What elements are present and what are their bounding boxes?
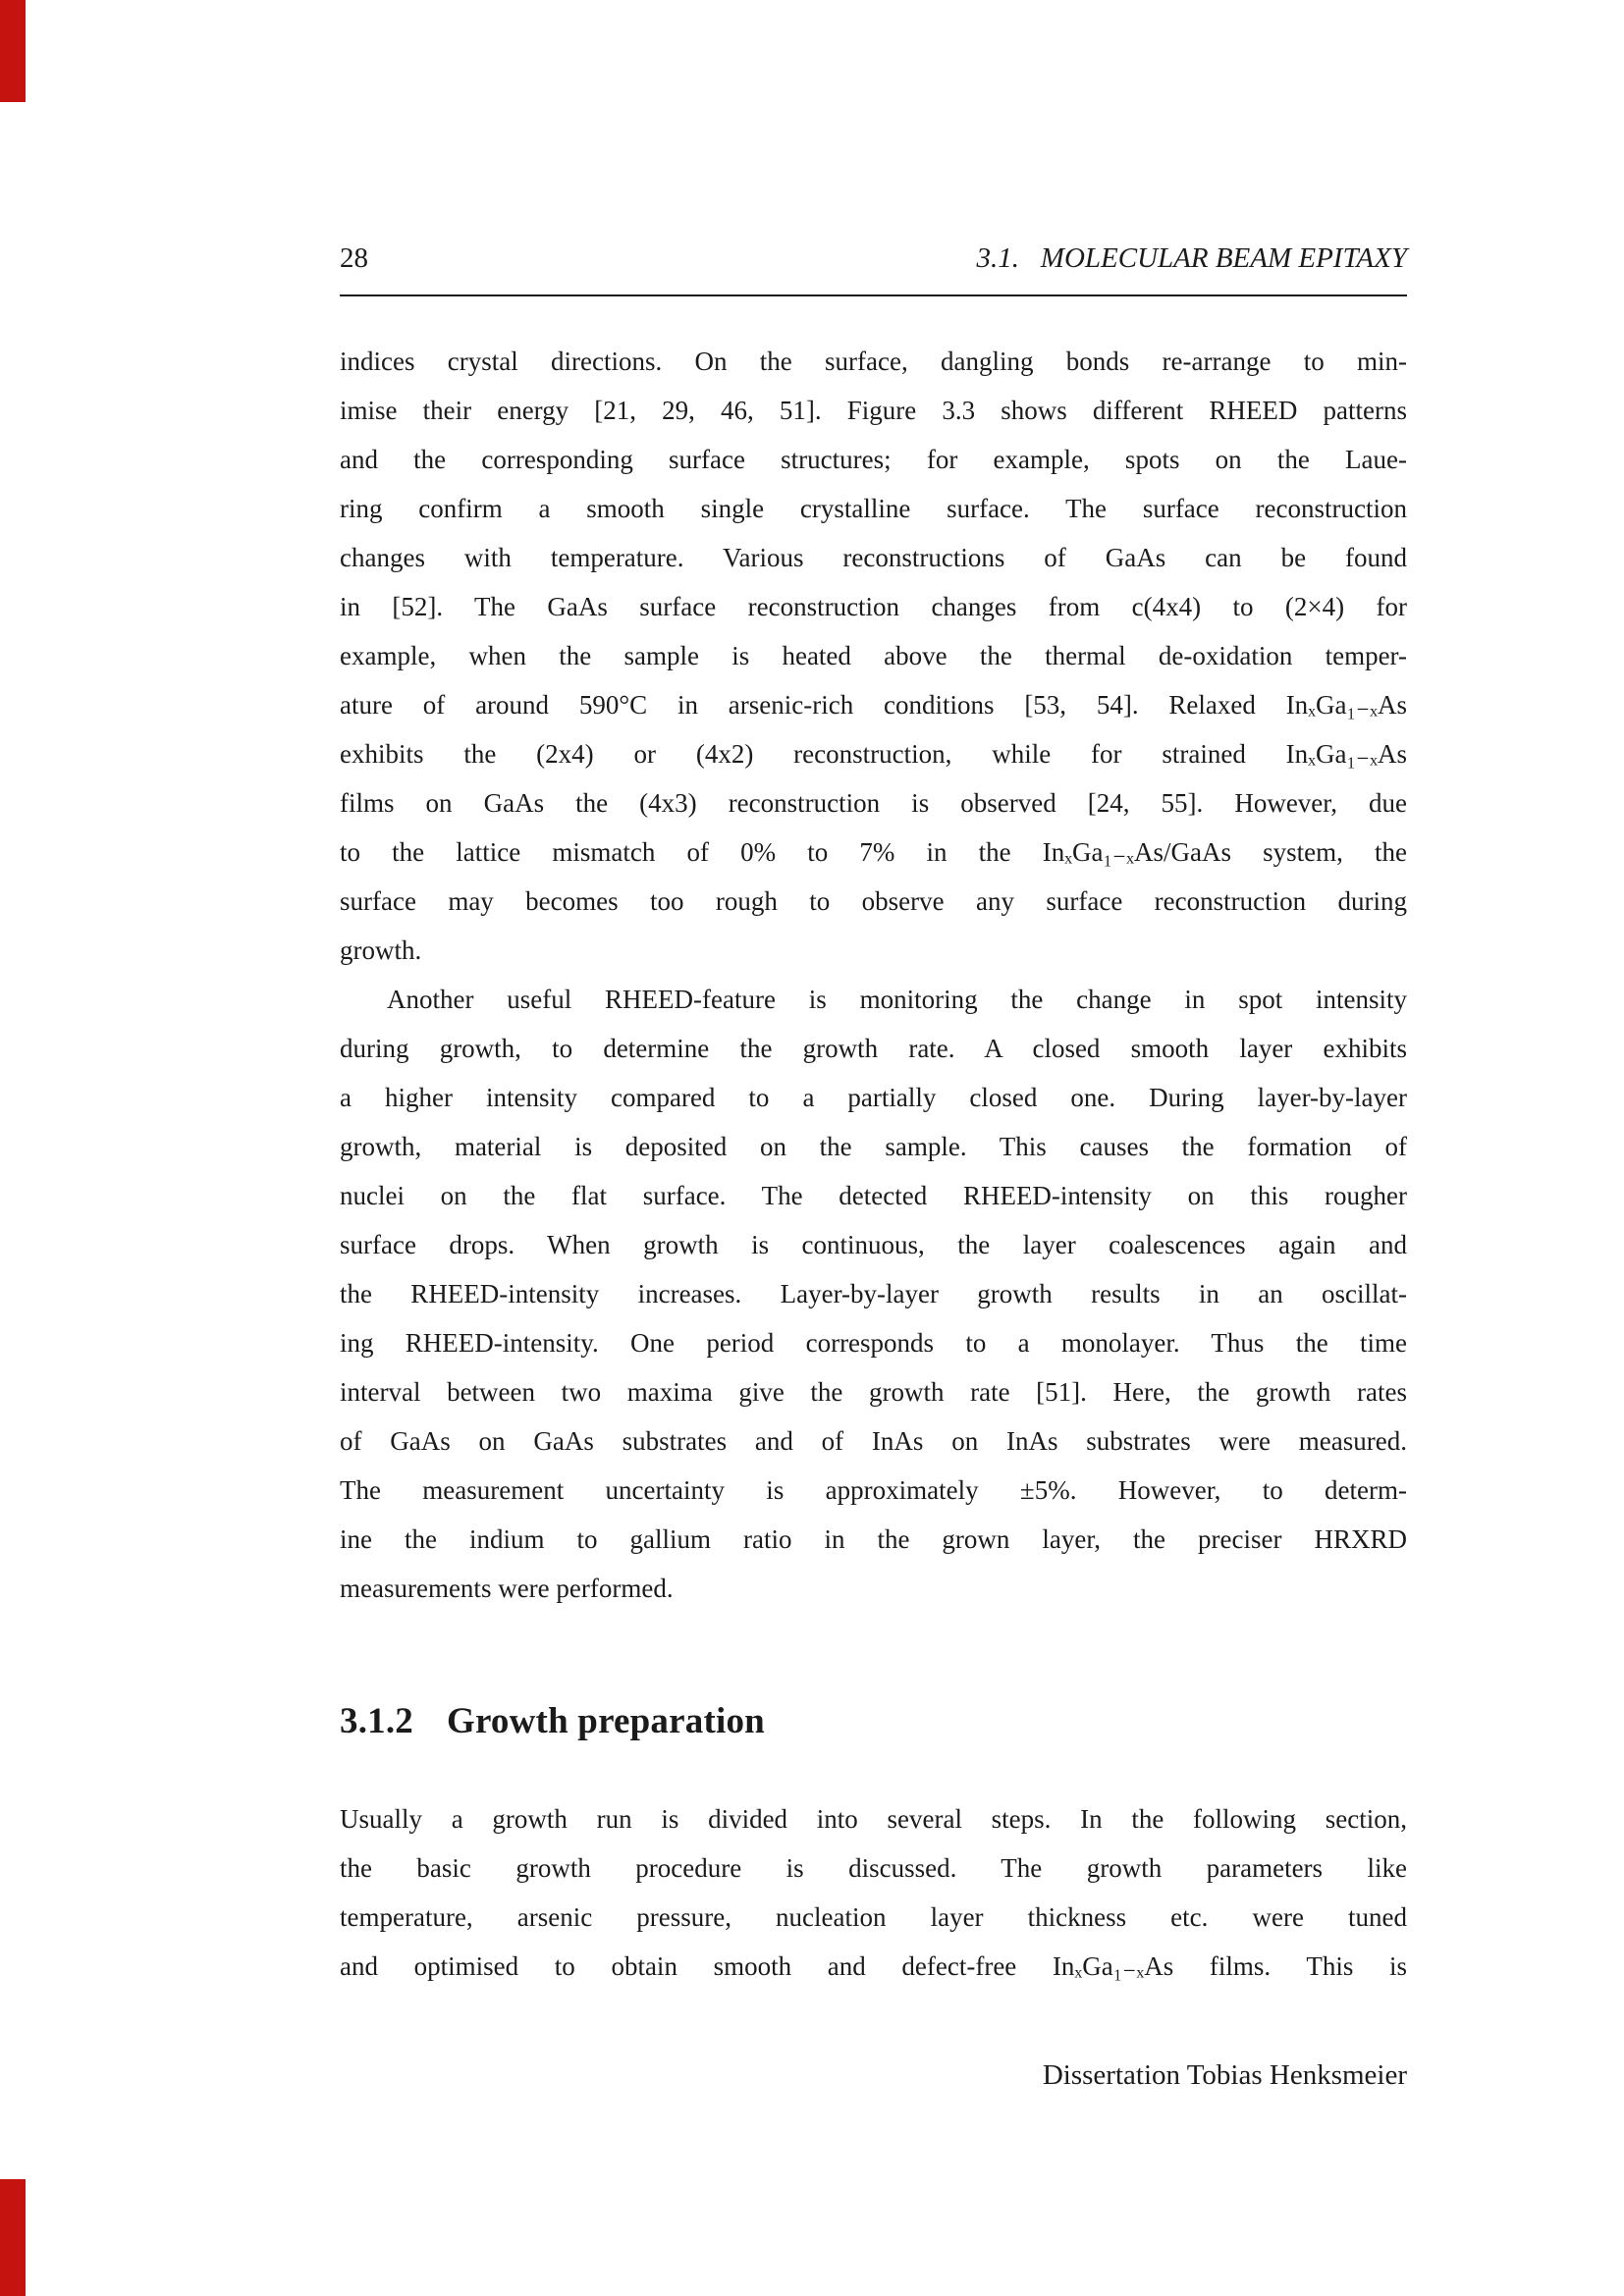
section-number: 3.1.2 xyxy=(340,1701,413,1741)
section-title: Growth preparation xyxy=(447,1701,765,1741)
page-header xyxy=(340,242,1407,275)
footer-text: Dissertation Tobias Henksmeier xyxy=(1042,2059,1407,2091)
running-title: 3.1. MOLECULAR BEAM EPITAXY xyxy=(976,242,1407,274)
section-heading xyxy=(340,1700,765,1742)
paragraph-rheed-intensity: Another useful RHEED-feature is monitoring the change in spot intensity during growth, to determine the growth rate. A closed smooth layer exhibits a higher intensity compared to a partially closed one. During layer-by-layer growth, material is deposited on the sample. This causes the formation of nuclei on the flat surface. The detected RHEED-intensity on this rougher surface drops. When growth is continuous, the layer coalescences again and the RHEED-intensity increases. Layer-by-layer growth results in an oscillat- ing RHEED-intensity. One period corresponds to a monolayer. Thus the time interval between two maxima give the growth rate [51]. Here, the growth rates of GaAs on GaAs substrates and of InAs on InAs substrates were measured. The measurement uncertainty is approximately ±5%. However, to determ- ine the indium to gallium ratio in the grown layer, the preciser HRXRD measurements were performed. xyxy=(340,985,1407,1603)
header-rule xyxy=(340,294,1407,296)
page-footer xyxy=(340,2059,1407,2092)
scan-artifact-bottom xyxy=(0,2179,26,2296)
paragraph-rheed-patterns: indices crystal directions. On the surface, dangling bonds re-arrange to min- imise their energy [21, 29, 46, 51]. Figure 3.3 shows different RHEED patterns and the corresponding surface structures; for example, spots on the Laue- ring confirm a smooth single crystalline surface. The surface reconstruction changes with temperature. Various reconstructions of GaAs can be found in [52]. The GaAs surface reconstruction changes from c(4x4) to (2×4) for example, when the sample is heated above the thermal de-oxidation temper- ature of around 590°C in arsenic-rich conditions [53, 54]. Relaxed InₓGa₁₋ₓAs exhibits the (2x4) or (4x2) reconstruction, while for strained InₓGa₁₋ₓAs films on GaAs the (4x3) reconstruction is observed [24, 55]. However, due to the lattice mismatch of 0% to 7% in the InₓGa₁₋ₓAs/GaAs system, the surface may becomes too rough to observe any surface reconstruction during growth. xyxy=(340,347,1407,965)
scan-artifact-top xyxy=(0,0,26,102)
page-content xyxy=(340,0,1407,2296)
paragraph-growth-preparation: Usually a growth run is divided into several steps. In the following section, the basic growth procedure is discussed. The growth parameters like temperature, arsenic pressure, nucleation layer thickness etc. were tuned and optimised to obtain smooth and defect-free InₓGa₁₋ₓAs films. This is xyxy=(340,1804,1407,1981)
page-number: 28 xyxy=(340,242,368,274)
